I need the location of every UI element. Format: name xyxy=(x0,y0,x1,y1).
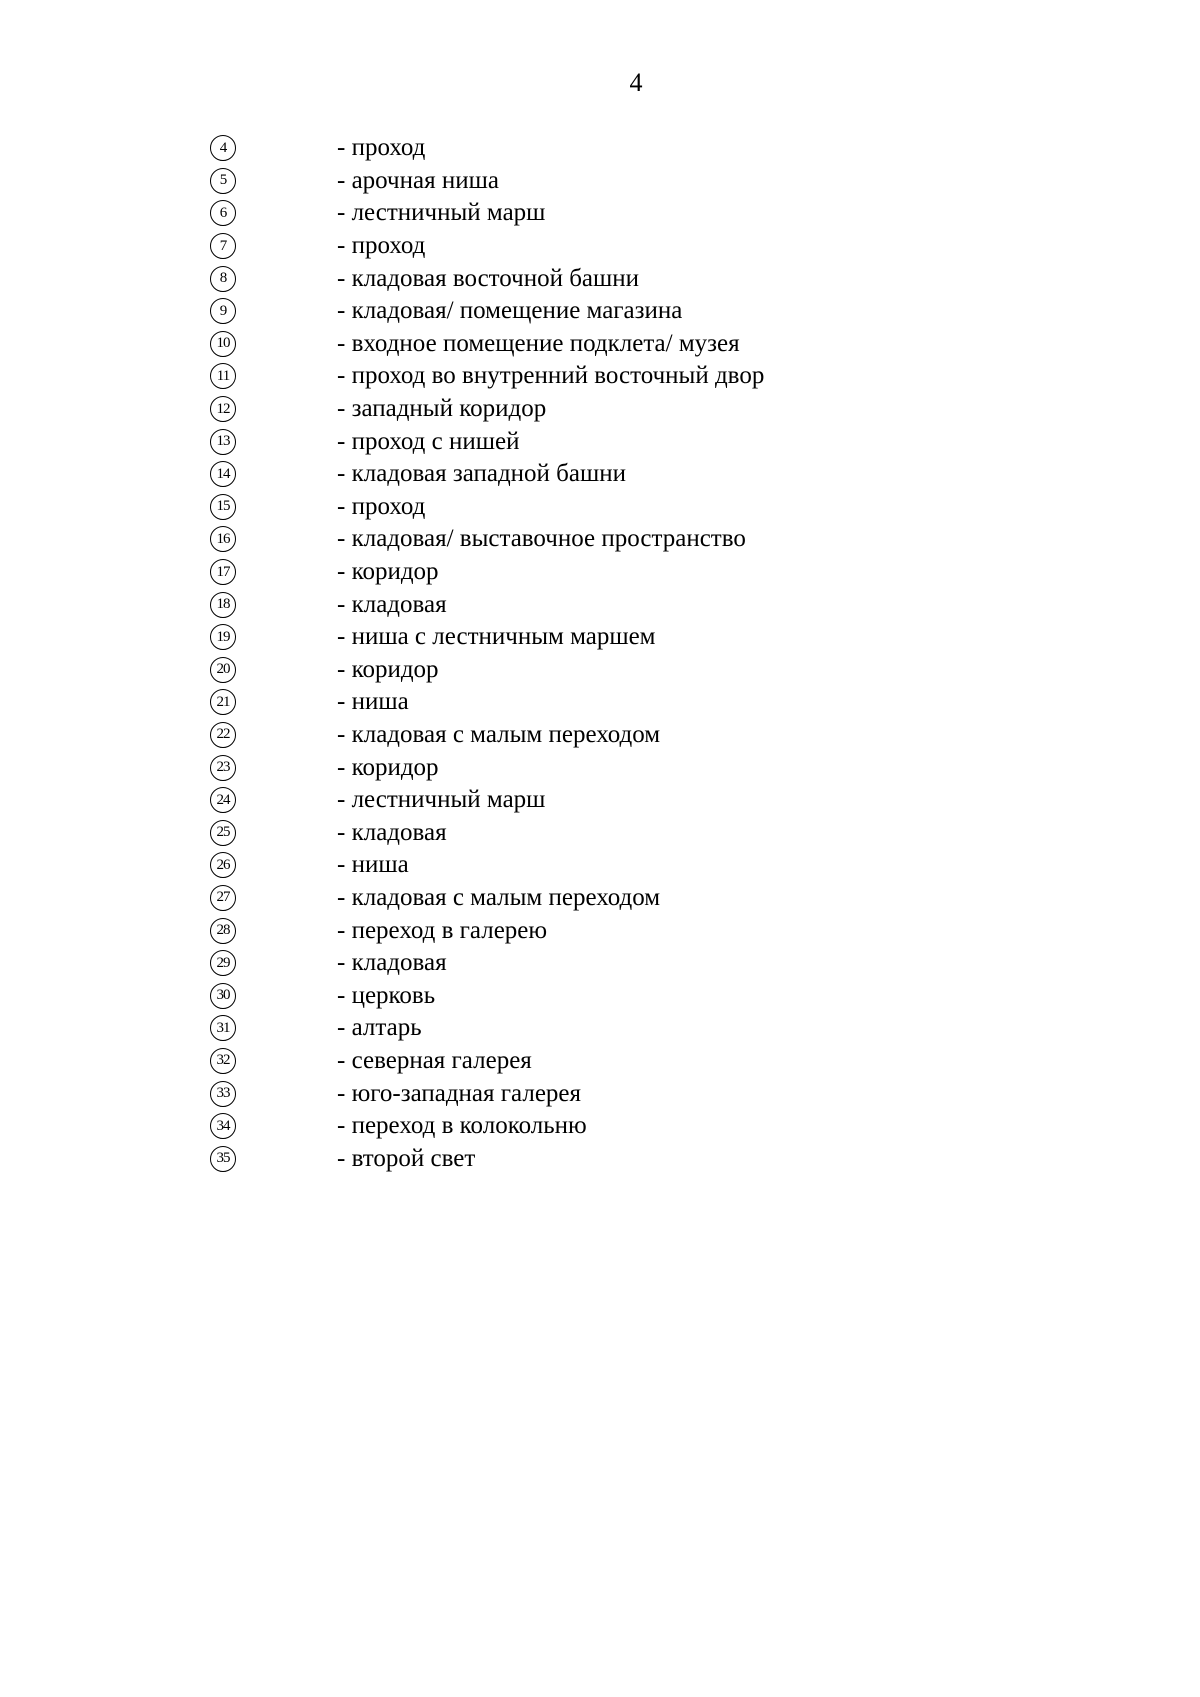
room-description: - проход с нишей xyxy=(337,427,520,455)
room-description: - кладовая xyxy=(337,949,447,977)
legend-item xyxy=(210,751,970,784)
legend-item xyxy=(210,1142,970,1175)
legend-item xyxy=(210,654,970,687)
room-number-marker: 10 xyxy=(210,331,236,357)
room-number-marker: 35 xyxy=(210,1146,236,1172)
room-description: - второй свет xyxy=(337,1144,476,1172)
room-number-marker: 32 xyxy=(210,1048,236,1074)
room-number-marker: 26 xyxy=(210,852,236,878)
room-number-marker: 17 xyxy=(210,559,236,585)
legend-item xyxy=(210,621,970,654)
room-description: - кладовая xyxy=(337,818,447,846)
legend-item xyxy=(210,491,970,524)
room-description: - ниша xyxy=(337,851,409,879)
room-number-marker: 23 xyxy=(210,755,236,781)
room-number-marker: 18 xyxy=(210,592,236,618)
room-description: - проход во внутренний восточный двор xyxy=(337,362,765,390)
room-description: - кладовая xyxy=(337,590,447,618)
room-number-marker: 5 xyxy=(210,168,236,194)
legend-item xyxy=(210,882,970,915)
room-description: - кладовая/ выставочное пространство xyxy=(337,525,746,553)
legend-item xyxy=(210,784,970,817)
room-description: - кладовая с малым переходом xyxy=(337,883,661,911)
room-number-marker: 8 xyxy=(210,266,236,292)
room-description: - кладовая западной башни xyxy=(337,460,627,488)
room-number-marker: 25 xyxy=(210,820,236,846)
room-description: - кладовая восточной башни xyxy=(337,264,640,292)
room-description: - ниша xyxy=(337,688,409,716)
room-description: - входное помещение подклета/ музея xyxy=(337,329,740,357)
legend-item xyxy=(210,849,970,882)
room-description: - кладовая с малым переходом xyxy=(337,720,661,748)
page-number: 4 xyxy=(629,68,643,97)
room-description: - юго-западная галерея xyxy=(337,1079,582,1107)
room-number-marker: 4 xyxy=(210,135,236,161)
room-description: - кладовая/ помещение магазина xyxy=(337,297,683,325)
room-number-marker: 31 xyxy=(210,1015,236,1041)
room-description: - церковь xyxy=(337,981,436,1009)
legend-item xyxy=(210,556,970,589)
room-description: - ниша с лестничным маршем xyxy=(337,623,656,651)
room-number-marker: 6 xyxy=(210,200,236,226)
room-number-marker: 27 xyxy=(210,885,236,911)
room-number-marker: 9 xyxy=(210,298,236,324)
legend-item xyxy=(210,262,970,295)
room-description: - лестничный марш xyxy=(337,786,546,814)
room-legend-list xyxy=(210,132,970,1175)
room-number-marker: 20 xyxy=(210,657,236,683)
legend-item xyxy=(210,947,970,980)
room-description: - коридор xyxy=(337,753,439,781)
legend-item xyxy=(210,132,970,165)
room-description: - северная галерея xyxy=(337,1046,532,1074)
room-description: - коридор xyxy=(337,558,439,586)
room-number-marker: 30 xyxy=(210,983,236,1009)
room-number-marker: 7 xyxy=(210,233,236,259)
legend-item xyxy=(210,1110,970,1143)
legend-item xyxy=(210,328,970,361)
legend-item xyxy=(210,816,970,849)
legend-item xyxy=(210,165,970,198)
room-description: - лестничный марш xyxy=(337,199,546,227)
room-number-marker: 22 xyxy=(210,722,236,748)
room-number-marker: 14 xyxy=(210,461,236,487)
legend-item xyxy=(210,914,970,947)
room-number-marker: 11 xyxy=(210,363,236,389)
room-description: - проход xyxy=(337,134,426,162)
legend-item xyxy=(210,686,970,719)
legend-item xyxy=(210,588,970,621)
room-number-marker: 16 xyxy=(210,526,236,552)
room-description: - переход в галерею xyxy=(337,916,548,944)
room-number-marker: 12 xyxy=(210,396,236,422)
legend-item xyxy=(210,1045,970,1078)
room-number-marker: 19 xyxy=(210,624,236,650)
legend-item xyxy=(210,360,970,393)
room-number-marker: 34 xyxy=(210,1113,236,1139)
legend-item xyxy=(210,1077,970,1110)
legend-item xyxy=(210,719,970,752)
room-description: - переход в колокольню xyxy=(337,1112,587,1140)
room-description: - арочная ниша xyxy=(337,166,499,194)
legend-item xyxy=(210,295,970,328)
room-number-marker: 28 xyxy=(210,918,236,944)
legend-item xyxy=(210,425,970,458)
room-number-marker: 15 xyxy=(210,494,236,520)
legend-item xyxy=(210,1012,970,1045)
room-number-marker: 33 xyxy=(210,1081,236,1107)
room-description: - проход xyxy=(337,232,426,260)
legend-item xyxy=(210,197,970,230)
legend-item xyxy=(210,523,970,556)
legend-item xyxy=(210,230,970,263)
legend-item xyxy=(210,458,970,491)
room-description: - западный коридор xyxy=(337,395,547,423)
room-description: - проход xyxy=(337,492,426,520)
room-number-marker: 21 xyxy=(210,689,236,715)
room-number-marker: 13 xyxy=(210,429,236,455)
room-number-marker: 29 xyxy=(210,950,236,976)
room-number-marker: 24 xyxy=(210,787,236,813)
legend-item xyxy=(210,393,970,426)
room-description: - алтарь xyxy=(337,1014,422,1042)
room-description: - коридор xyxy=(337,655,439,683)
legend-item xyxy=(210,979,970,1012)
